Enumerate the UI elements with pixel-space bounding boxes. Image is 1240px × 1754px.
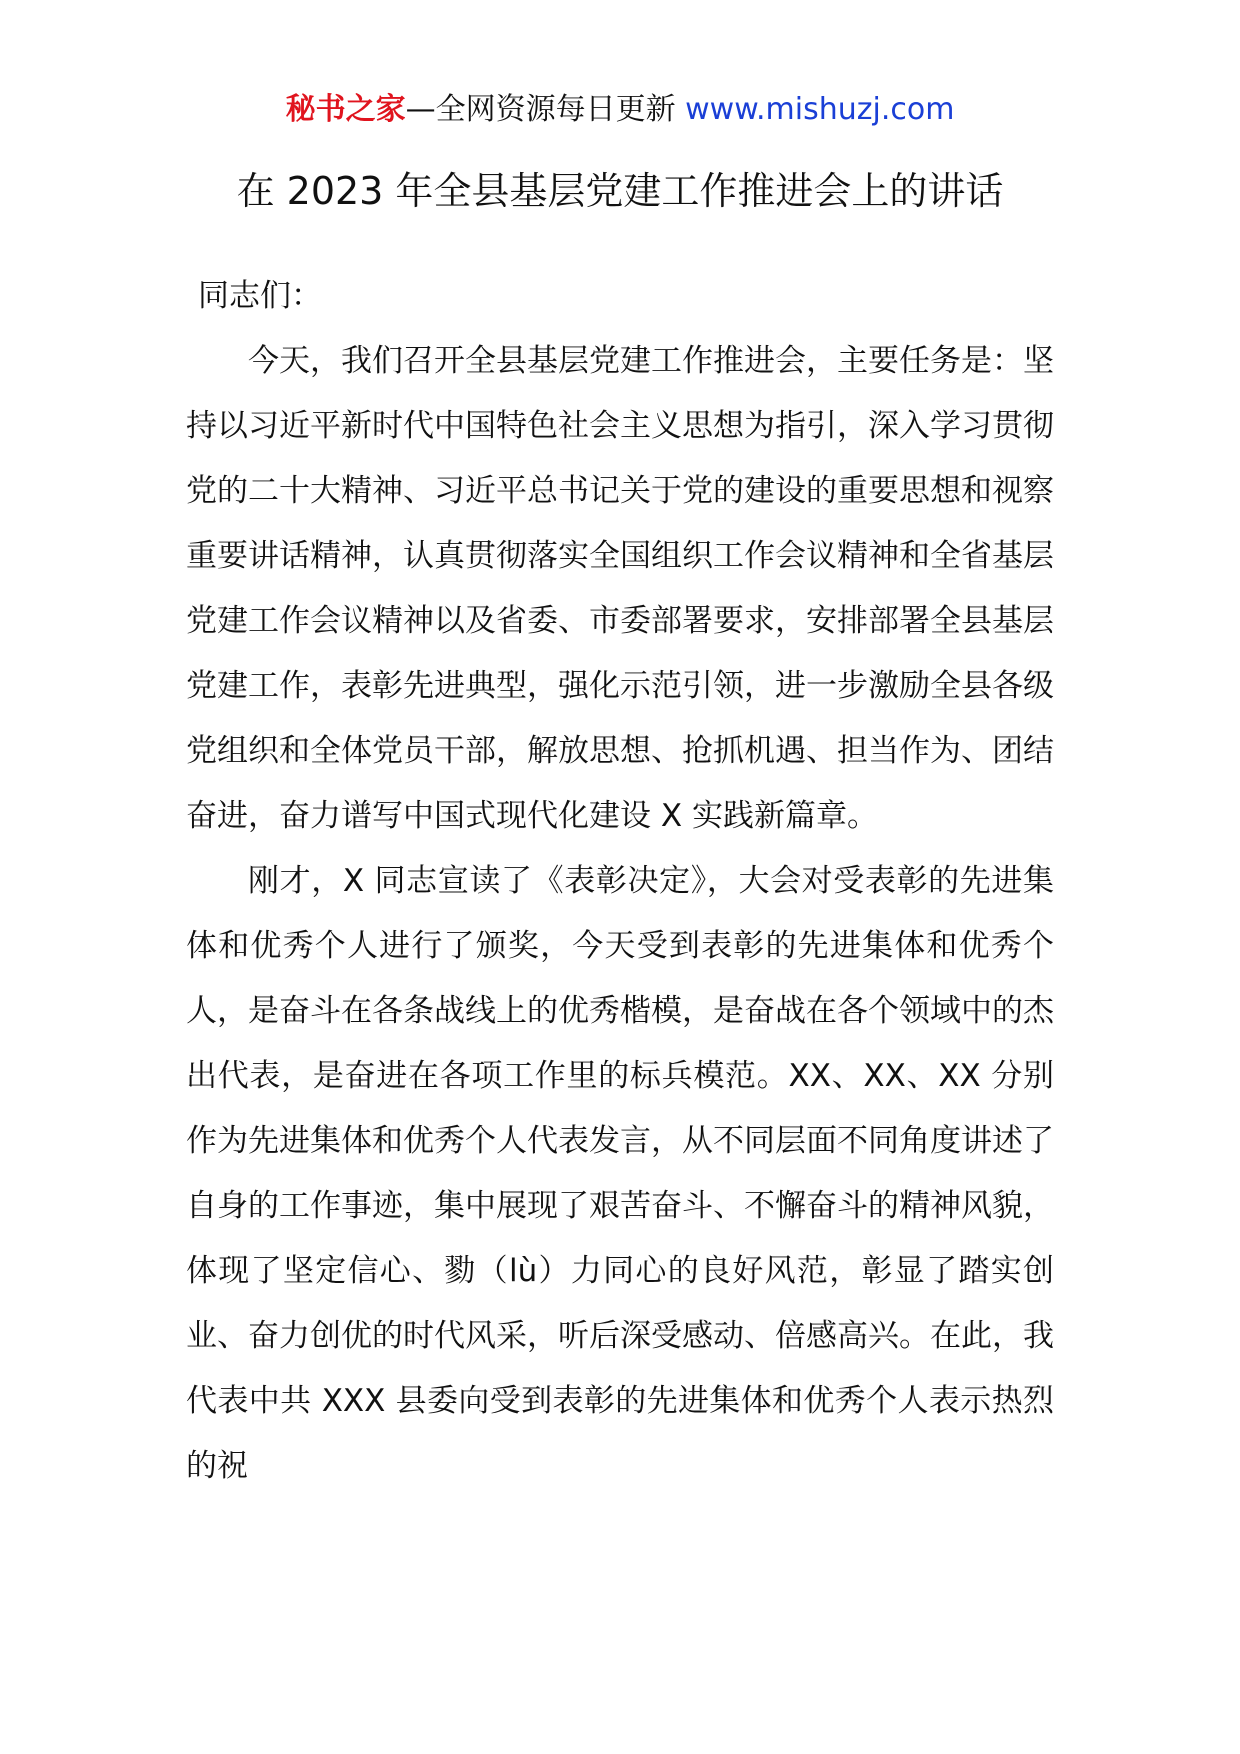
brand-name: 秘书之家 [285,92,406,127]
site-header [0,90,1240,130]
site-url-link[interactable]: www.mishuzj.com [685,92,955,127]
paragraph-1: 今天，我们召开全县基层党建工作推进会，主要任务是：坚持以习近平新时代中国特色社会主义思想为指引，深入学习贯彻党的二十大精神、习近平总书记关于党的建设的重要思想和视察重要讲话精神，认真贯彻落实全国组织工作会议精神和全省基层党建工作会议精神以及省委、市委部署要求，安排部署全县基层党建工作，表彰先进典型，强化示范引领，进一步激励全县各级党组织和全体党员干部，解放思想、抢抓机遇、担当作为、团结奋进，奋力谱写中国式现代化建设 X 实践新篇章。 [186,343,1054,834]
document-body [186,264,1054,1499]
document-title: 在 2023 年全县基层党建工作推进会上的讲话 [236,169,1004,213]
salutation: 同志们： [198,278,322,314]
paragraph-2: 刚才，X 同志宣读了《表彰决定》，大会对受表彰的先进集体和优秀个人进行了颁奖，今天受到表彰的先进集体和优秀个人，是奋斗在各条战线上的优秀楷模，是奋战在各个领域中的杰出代表，是奋进在各项工作里的标兵模范。XX、XX、XX 分别作为先进集体和优秀个人代表发言，从不同层面不同角度讲述了自身的工作事迹，集中展现了艰苦奋斗、不懈奋斗的精神风貌，体现了坚定信心、勠（lù）力同心的良好风范，彰显了踏实创业、奋力创优的时代风采，听后深受感动、倍感高兴。在此，我代表中共 XXX 县委向受到表彰的先进集体和优秀个人表示热烈的祝 [186,863,1054,1484]
header-tagline: —全网资源每日更新 [405,92,686,127]
